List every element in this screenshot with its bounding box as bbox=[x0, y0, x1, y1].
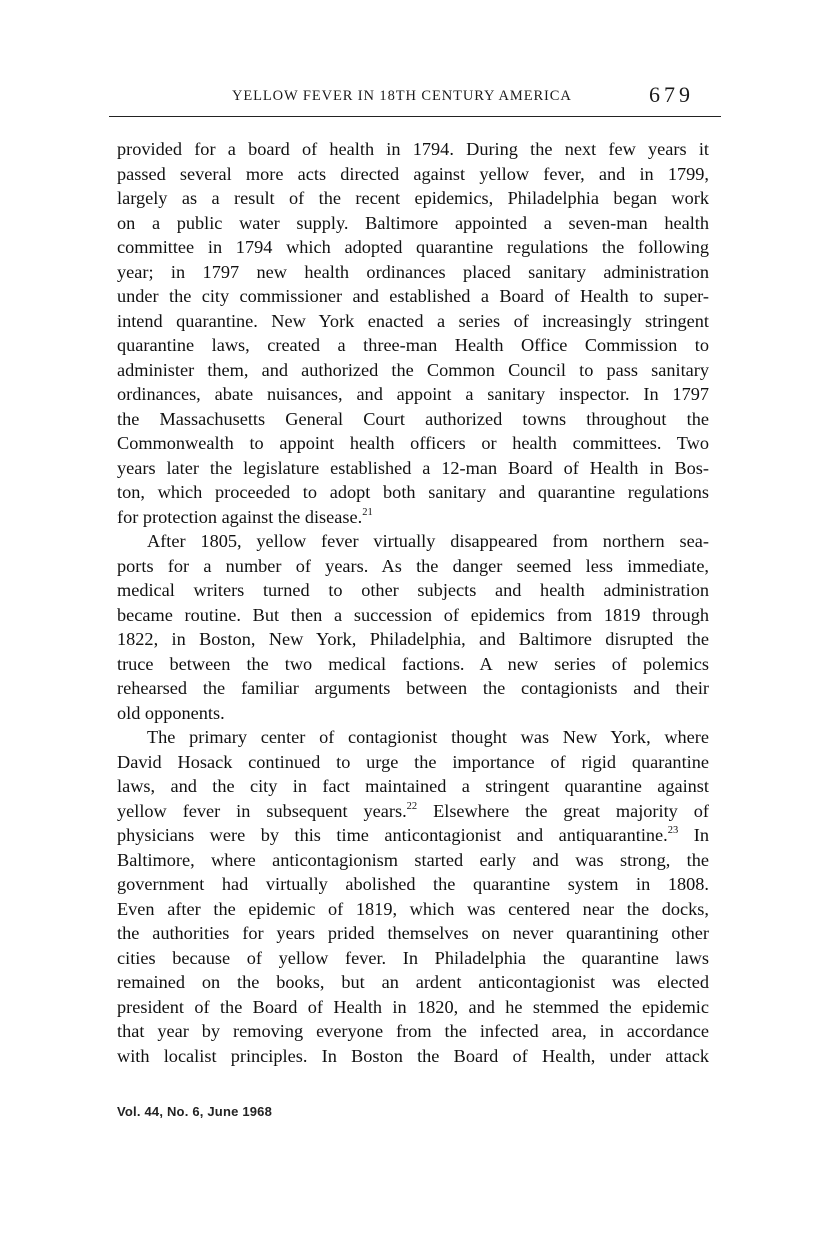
paragraph-1 bbox=[117, 137, 709, 529]
text-line: committee in 1794 which adopted quarantine regulations the following bbox=[117, 237, 709, 257]
text-line: The primary center of contagionist thought was New York, where bbox=[147, 727, 709, 747]
text-line: remained on the books, but an ardent anticontagionist was elected bbox=[117, 972, 709, 992]
text-line: the Massachusetts General Court authorized towns throughout the bbox=[117, 408, 709, 429]
text-line: Commonwealth to appoint health officers or health committees. Two bbox=[117, 433, 709, 453]
text-line: David Hosack continued to urge the importance of rigid quarantine bbox=[117, 751, 709, 772]
paragraph-3 bbox=[117, 725, 709, 1068]
text-line: ordinances, abate nuisances, and appoint a sanitary inspector. In 1797 bbox=[117, 384, 709, 404]
page-number: 679 bbox=[649, 82, 694, 107]
footnote-marker[interactable]: 21 bbox=[362, 506, 373, 518]
text-fragment: In bbox=[678, 825, 709, 845]
text-line: under the city commissioner and established a Board of Health to super- bbox=[117, 286, 709, 306]
text-line: the authorities for years prided themselves on never quarantining other bbox=[117, 923, 709, 943]
text-line: 1822, in Boston, New York, Philadelphia, and Baltimore disrupted the bbox=[117, 629, 709, 649]
text-line: laws, and the city in fact maintained a stringent quarantine against bbox=[117, 776, 709, 796]
text-line: that year by removing everyone from the infected area, in accordance bbox=[117, 1021, 709, 1041]
text-line: with localist principles. In Boston the Board of Health, under attack bbox=[117, 1045, 709, 1066]
journal-citation: Vol. 44, No. 6, June 1968 bbox=[117, 1104, 273, 1119]
text-line bbox=[117, 505, 709, 530]
text-line: truce between the two medical factions. A new series of polemics bbox=[117, 653, 709, 674]
text-fragment: for protection against the disease. bbox=[117, 506, 363, 527]
running-title: YELLOW FEVER IN 18TH CENTURY AMERICA bbox=[232, 88, 572, 104]
running-header bbox=[117, 82, 704, 110]
text-line: year; in 1797 new health ordinances placed sanitary administration bbox=[117, 261, 709, 282]
footnote-marker[interactable]: 22 bbox=[406, 800, 418, 812]
text-line: provided for a board of health in 1794. During the next few years it bbox=[117, 139, 709, 159]
header-rule bbox=[109, 116, 721, 117]
text-line: ton, which proceeded to adopt both sanitary and quarantine regulations bbox=[117, 482, 709, 502]
text-line: president of the Board of Health in 1820, and he stemmed the epidemic bbox=[117, 996, 709, 1017]
text-line: rehearsed the familiar arguments between the contagionists and their bbox=[117, 678, 709, 698]
text-line: became routine. But then a succession of epidemics from 1819 through bbox=[117, 604, 709, 625]
text-line: passed several more acts directed against yellow fever, and in 1799, bbox=[117, 163, 709, 184]
footnote-marker[interactable]: 23 bbox=[667, 825, 679, 836]
text-line: intend quarantine. New York enacted a series of increasingly stringent bbox=[117, 310, 709, 331]
text-line: medical writers turned to other subjects and health administration bbox=[117, 580, 709, 600]
text-line: Even after the epidemic of 1819, which was centered near the docks, bbox=[117, 898, 709, 919]
text-line: After 1805, yellow fever virtually disappeared from northern sea- bbox=[147, 531, 709, 551]
text-line: on a public water supply. Baltimore appointed a seven-man health bbox=[117, 212, 709, 233]
text-line: quarantine laws, created a three-man Health Office Commission to bbox=[117, 335, 709, 355]
text-line: government had virtually abolished the quarantine system in 1808. bbox=[117, 874, 709, 894]
text-fragment: Elsewhere the great majority of bbox=[417, 800, 709, 821]
text-line: ports for a number of years. As the danger seemed less immediate, bbox=[117, 555, 709, 576]
text-line bbox=[117, 799, 709, 824]
text-line: largely as a result of the recent epidemics, Philadelphia began work bbox=[117, 188, 709, 208]
text-line: years later the legislature established a 12-man Board of Health in Bos- bbox=[117, 457, 709, 478]
text-fragment: yellow fever in subsequent years. bbox=[117, 800, 407, 821]
text-line bbox=[117, 823, 709, 848]
text-line: administer them, and authorized the Common Council to pass sanitary bbox=[117, 359, 709, 380]
body-text bbox=[117, 137, 709, 1068]
text-line: cities because of yellow fever. In Philadelphia the quarantine laws bbox=[117, 947, 709, 968]
text-fragment: physicians were by this time anticontagionist and antiquarantine. bbox=[117, 825, 668, 845]
text-line: Baltimore, where anticontagionism started early and was strong, the bbox=[117, 849, 709, 870]
text-line: old opponents. bbox=[117, 702, 225, 723]
paragraph-2 bbox=[117, 529, 709, 725]
